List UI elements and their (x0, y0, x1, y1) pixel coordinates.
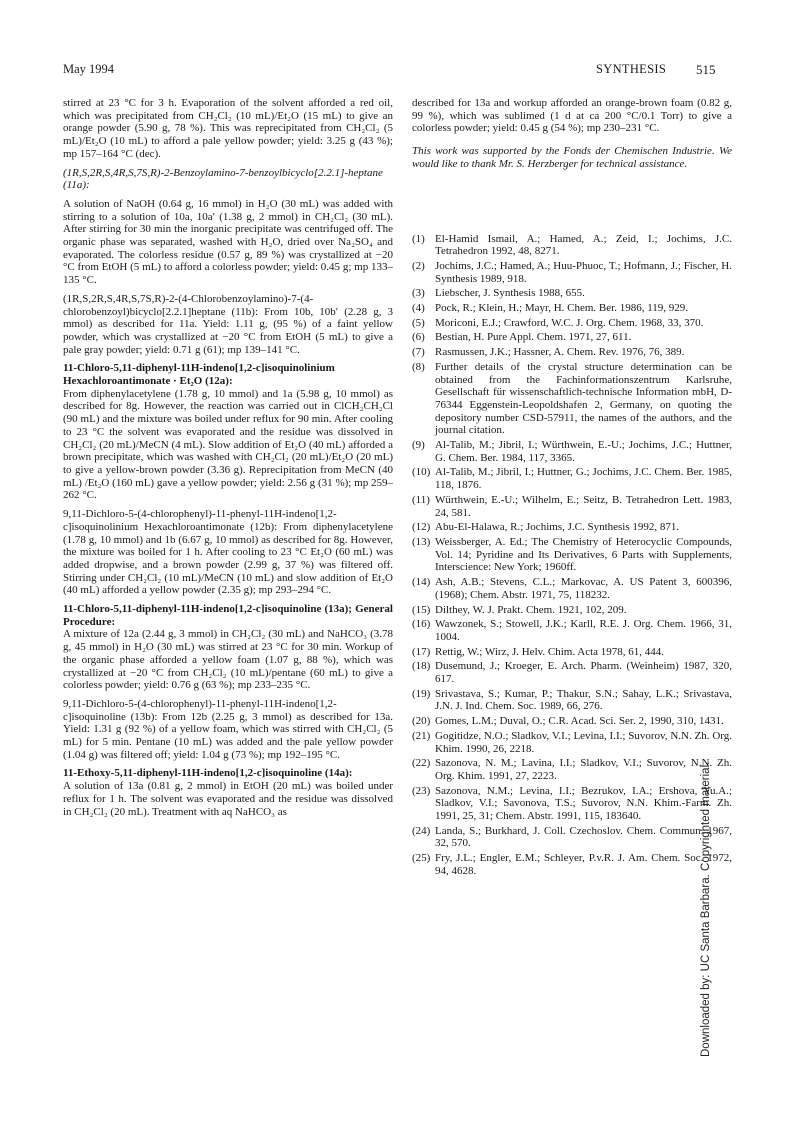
reference-number: (14) (412, 576, 431, 589)
reference-number: (9) (412, 439, 425, 452)
left-column (63, 97, 393, 824)
compound-heading: 11-Chloro-5,11-diphenyl-11H-indeno[1,2-c]isoquinolinium Hexachloroantimonate · Et₂O (12a): (63, 362, 335, 388)
reference-item (412, 466, 732, 491)
compound-heading: 11-Chloro-5,11-diphenyl-11H-indeno[1,2-c]isoquinoline (13a); General Procedure: (63, 603, 393, 628)
reference-number: (21) (412, 729, 431, 742)
reference-item (412, 852, 732, 877)
reference-item (412, 536, 732, 574)
reference-item (412, 260, 732, 285)
reference-text: Landa, S.; Burkhard, J. Coll. Czechoslov. Chem. Commun. 1967, 32, 570. (435, 824, 732, 850)
reference-item (412, 785, 732, 823)
reference-item (412, 331, 732, 344)
reference-item (412, 233, 732, 258)
reference-number: (12) (412, 521, 431, 534)
reference-text: Gomes, L.M.; Duval, O.; C.R. Acad. Sci. Ser. 2, 1990, 310, 1431. (435, 715, 724, 728)
right-column (412, 97, 732, 880)
reference-item (412, 715, 732, 728)
download-watermark: Downloaded by: UC Santa Barbara. Copyrighted material. (700, 761, 712, 1057)
body-paragraph: A solution of NaOH (0.64 g, 16 mmol) in H₂O (30 mL) was added with stirring to a solution of 10a, 10a′ (1.38 g, 2 mmol) in CH₂Cl₂ (30 mL). After stirring for 30 min the inorganic precipitate was centrifuged off. The organic phase was separated, washed with H₂O, dried over Na₂SO₄ and evaporated. The colorless residue (0.57 g, 89 %) was crystallized at −20 °C from EtOH (5 mL) to afford a colorless powder; yield: 0.45 g; mp 133–135 °C. (63, 197, 393, 287)
reference-number: (18) (412, 660, 431, 673)
reference-item (412, 346, 732, 359)
reference-number: (16) (412, 618, 431, 631)
reference-text: Dilthey, W. J. Prakt. Chem. 1921, 102, 209. (435, 603, 627, 616)
reference-text: Rasmussen, J.K.; Hassner, A. Chem. Rev. 1976, 76, 389. (435, 346, 685, 359)
reference-item (412, 825, 732, 850)
reference-number: (7) (412, 346, 425, 359)
reference-number: (4) (412, 302, 425, 315)
reference-text: Würthwein, E.-U.; Wilhelm, E.; Seitz, B. Tetrahedron Lett. 1983, 24, 581. (435, 493, 732, 519)
compound-heading: 11-Ethoxy-5,11-diphenyl-11H-indeno[1,2-c]isoquinoline (14a): (63, 767, 353, 780)
reference-number: (10) (412, 466, 431, 479)
reference-text: Moriconi, E.J.; Crawford, W.C. J. Org. Chem. 1968, 33, 370. (435, 316, 704, 329)
reference-number: (13) (412, 535, 431, 548)
body-paragraph: From diphenylacetylene (1.78 g, 10 mmol) and 1a (5.98 g, 10 mmol) as described for 8g. However, the reaction was carried out in ClCH₂CH₂Cl (90 mL) and the mixture was boiled under reflux for 90 min. After cooling to 23 °C the solvent was evaporated and the residue was dissolved in CH₂Cl₂ (20 mL)/MeCN (4 mL). Slow addition of Et₂O (40 mL) afforded a brown precipitate, which was washed with CH₂Cl₂ (20 mL)/Et₂O (20 mL) to give a yellow-brown powder (3.36 g). Reprecipitation from MeCN (40 mL) /Et₂O (160 mL) gave a yellow powder; yield: 2.56 g (31 %); mp 259–262 °C. (63, 387, 393, 502)
reference-text: Sazonova, N.M.; Levina, I.I.; Bezrukov, I.A.; Ershova, Yu.A.; Sladkov, V.I.; Savonova, T.S.; Suvorov, N.N. Khim.-Farm. Zh. 1991, 25, 31; Chem. Abstr. 1991, 115, 183640. (435, 784, 732, 823)
reference-number: (3) (412, 287, 425, 300)
reference-item (412, 521, 732, 534)
reference-number: (23) (412, 784, 431, 797)
reference-number: (17) (412, 645, 431, 658)
reference-list (412, 233, 732, 878)
reference-text: Fry, J.L.; Engler, E.M.; Schleyer, P.v.R. J. Am. Chem. Soc. 1972, 94, 4628. (435, 852, 732, 877)
reference-text: Abu-El-Halawa, R.; Jochims, J.C. Synthesis 1992, 871. (435, 521, 680, 534)
body-paragraph: A solution of 13a (0.81 g, 2 mmol) in EtOH (20 mL) was boiled under reflux for 1 h. The solvent was evaporated and the residue was dissolved in CH₂Cl₂ (20 mL). Treatment with aq NaHCO₃ as (63, 780, 393, 818)
header-page-number: 515 (696, 62, 716, 77)
experimental-continuation: described for 13a and workup afforded an orange-brown foam (0.82 g, 99 %), which was sublimed (1 d at ca 200 °C/0.1 Torr) to give a colorless powder; yield: 0.45 g (54 %); mp 230–231 °C. (412, 97, 732, 135)
reference-number: (22) (412, 757, 431, 770)
reference-item (412, 494, 732, 519)
reference-text: Further details of the crystal structure determination can be obtained from the Fachinformationszentrum Karlsruhe, Gesellschaft für wissenschaftlich-technische Information mbH, D-76344 Eggenstein-Leopoldshafen 2, Germany, on quoting the depository number CSD-57911, the names of the authors, and the journal citation. (435, 360, 732, 437)
compound-title: (1R,S,2R,S,4R,S,7S,R)-2-Benzoylamino-7-benzoylbicyclo[2.2.1]-heptane (11a): (63, 166, 383, 192)
reference-item (412, 287, 732, 300)
reference-item (412, 660, 732, 685)
reference-item (412, 618, 732, 643)
reference-number: (5) (412, 316, 425, 329)
reference-text: Ash, A.B.; Stevens, C.L.; Markovac, A. US Patent 3, 600396, (1968); Chem. Abstr. 1971, 75, 118232. (435, 576, 732, 601)
reference-item (412, 757, 732, 782)
reference-text: Rettig, W.; Wirz, J. Helv. Chim. Acta 1978, 61, 444. (435, 645, 665, 658)
reference-text: Dusemund, J.; Kroeger, E. Arch. Pharm. (Weinheim) 1987, 320, 617. (435, 660, 732, 686)
reference-number: (20) (412, 715, 431, 728)
reference-item (412, 302, 732, 315)
reference-number: (19) (412, 687, 431, 700)
body-paragraph: (1R,S,2R,S,4R,S,7S,R)-2-(4-Chlorobenzoylamino)-7-(4-chlorobenzoyl)bicyclo[2.2.1]heptane (11b): From 10b, 10b′ (2.28 g, 3 mmol) as described for 11a. Yield: 1.11 g, (95 %) of a faint yellow powder, which was crystallized at −20 °C from EtOH (5 mL) to give a pale gray powder; yield: 0.71 g (61); mp 139–141 °C. (63, 292, 393, 356)
reference-text: Wawzonek, S.; Stowell, J.K.; Karll, R.E. J. Org. Chem. 1966, 31, 1004. (435, 618, 732, 643)
body-paragraph: 9,11-Dichloro-5-(4-chlorophenyl)-11-phenyl-11H-indeno[1,2-c]isoquinolinium Hexachloroantimonate (12b): From diphenylacetylene (1.78 g, 10 mmol) and 1b (6.67 g, 10 mmol) as described for 8g. However, the mixture was boiled for 1 h. After cooling to 23 °C Et₂O (60 mL) was added dropwise, and a brown powder (2.99 g, 37 %) was filtered off. Stirring under CH₂Cl₂ (10 mL)/MeCN (10 mL) and slow addition of Et₂O (40 mL) afforded a yellow powder (2.35 g); mp 293–294 °C. (63, 508, 393, 597)
reference-text: Liebscher, J. Synthesis 1988, 655. (435, 287, 585, 300)
reference-number: (11) (412, 493, 430, 506)
reference-item (412, 361, 732, 437)
reference-text: Al-Talib, M.; Jibril, I.; Würthwein, E.-U.; Jochims, J.C.; Huttner, G. Chem. Ber. 1984, 117, 3365. (435, 439, 732, 464)
reference-number: (24) (412, 824, 431, 837)
body-paragraph: A mixture of 12a (2.44 g, 3 mmol) in CH₂Cl₂ (30 mL) and NaHCO₃ (3.78 g, 45 mmol) in H₂O (30 mL) was stirred at 23 °C for 30 min. Workup of the organic phase afforded a yellow foam (1.07 g, 88 %), which was crystallized at −20 °C from CH₂Cl₂ (10 mL)/pentane (60 mL) to give a colorless powder; yield: 0.76 g (63 %); mp 233–235 °C. (63, 628, 393, 692)
reference-text: El-Hamid Ismail, A.; Hamed, A.; Zeid, I.; Jochims, J.C. Tetrahedron 1992, 48, 8271. (435, 232, 732, 258)
header-date: May 1994 (63, 62, 115, 76)
body-paragraph: stirred at 23 °C for 3 h. Evaporation of the solvent afforded a red oil, which was precipitated from CH₂Cl₂ (10 mL)/Et₂O (15 mL) to give an orange powder (5.90 g, 78 %). This was reprecipitated from CH₂Cl₂ (5 mL)/Et₂O (10 mL) to afford a pale yellow powder; yield: 3.25 g (43 %); mp 157–164 °C (dec). (63, 97, 393, 160)
reference-item (412, 604, 732, 617)
reference-item (412, 317, 732, 330)
reference-text: Weissberger, A. Ed.; The Chemistry of Heterocyclic Compounds, Vol. 14; Pyridine and Its Derivatives, 6 Parts with Supplements, Interscience: New York; 1960ff. (435, 535, 732, 574)
reference-text: Pock, R.; Klein, H.; Mayr, H. Chem. Ber. 1986, 119, 929. (435, 302, 689, 315)
body-paragraph: 9,11-Dichloro-5-(4-chlorophenyl)-11-phenyl-11H-indeno[1,2-c]isoquinoline (13b): From 12b (2.25 g, 3 mmol) as described for 13a. Yield: 1.31 g (92 %) of a yellow foam, which was stirred with CH₂Cl₂ (5 mL) for 5 min. Pentane (10 mL) was added and the pale yellow powder (1.04 g) was filtered off; yield: 1.04 g (73 %); mp 192–195 °C. (63, 697, 393, 761)
reference-item (412, 688, 732, 713)
reference-item (412, 730, 732, 755)
reference-number: (1) (412, 232, 425, 245)
reference-number: (15) (412, 603, 431, 616)
reference-text: Sazonova, N. M.; Lavina, I.I.; Sladkov, V.I.; Suvorov, N.N. Zh. Org. Khim. 1991, 27, 2223. (435, 757, 732, 782)
acknowledgement: This work was supported by the Fonds der Chemischen Industrie. We would like to thank Mr. S. Herzberger for technical assistance. (412, 145, 732, 170)
header-journal: SYNTHESIS (596, 62, 667, 76)
reference-number: (2) (412, 259, 425, 272)
reference-text: Al-Talib, M.; Jibril, I.; Huttner, G.; Jochims, J.C. Chem. Ber. 1985, 118, 1876. (435, 466, 732, 492)
reference-text: Jochims, J.C.; Hamed, A.; Huu-Phuoc, T.; Hofmann, J.; Fischer, H. Synthesis 1989, 918. (435, 259, 732, 285)
reference-number: (25) (412, 852, 431, 865)
reference-text: Bestian, H. Pure Appl. Chem. 1971, 27, 611. (435, 331, 632, 344)
reference-item (412, 646, 732, 659)
reference-number: (8) (412, 360, 425, 373)
reference-item (412, 576, 732, 601)
reference-item (412, 439, 732, 464)
reference-text: Srivastava, S.; Kumar, P.; Thakur, S.N.; Sahay, L.K.; Srivastava, J.N. J. Ind. Chem. Soc. 1989, 66, 276. (435, 687, 732, 713)
reference-number: (6) (412, 331, 425, 344)
reference-text: Gogitidze, N.O.; Sladkov, V.I.; Levina, I.I.; Suvorov, N.N. Zh. Org. Khim. 1990, 26, 2218. (435, 729, 732, 755)
